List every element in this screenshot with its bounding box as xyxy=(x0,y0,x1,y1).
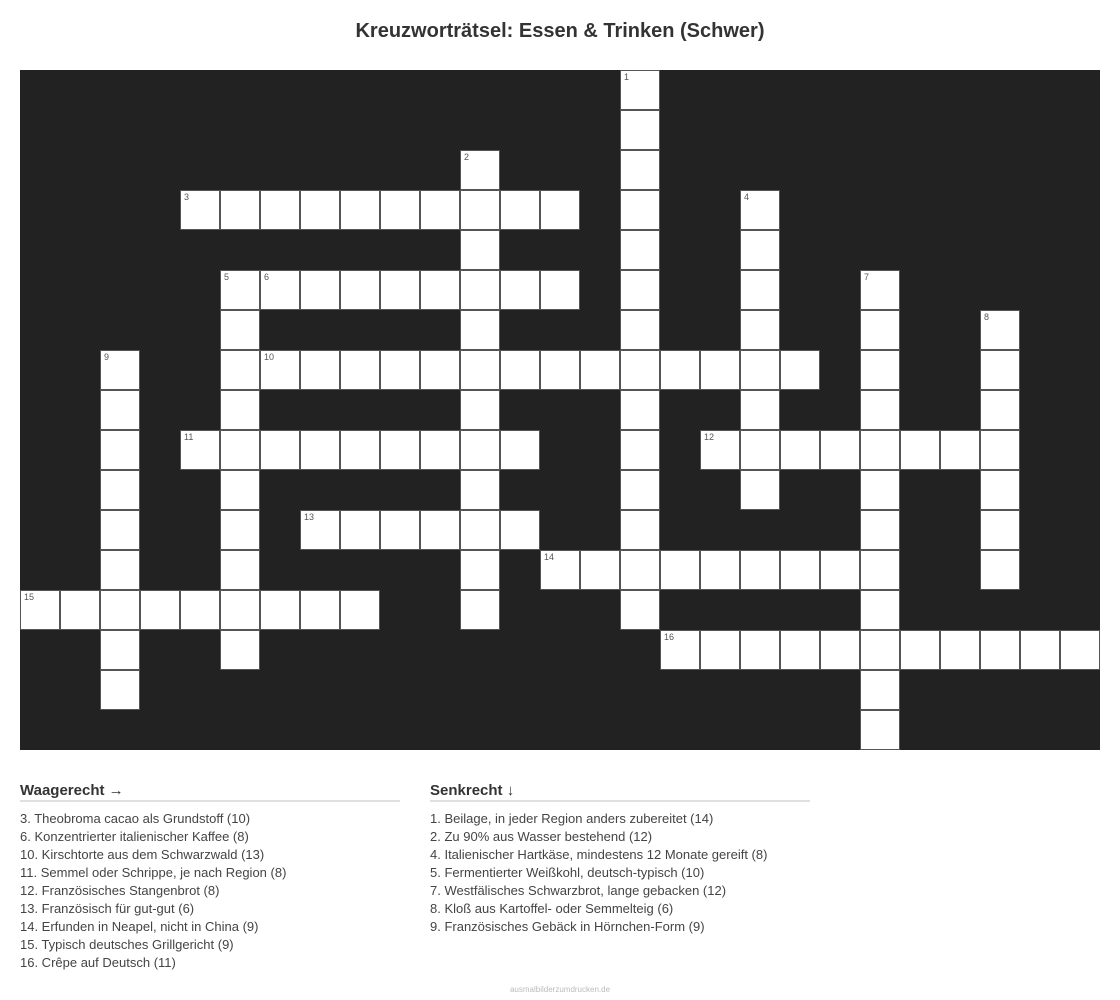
down-clues xyxy=(430,782,810,936)
grid-cell[interactable] xyxy=(860,670,900,710)
across-clue: 12. Französisches Stangenbrot (8) xyxy=(20,883,220,898)
grid-cell[interactable] xyxy=(340,350,380,390)
grid-cell[interactable] xyxy=(420,510,460,550)
grid-cell[interactable] xyxy=(340,190,380,230)
grid-cell[interactable] xyxy=(980,510,1020,550)
grid-cell[interactable] xyxy=(220,270,260,310)
across-clue: 14. Erfunden in Neapel, nicht in China (9) xyxy=(20,919,259,934)
grid-cell[interactable] xyxy=(620,350,660,390)
across-clue: 16. Crêpe auf Deutsch (11) xyxy=(20,955,176,970)
grid-cell[interactable] xyxy=(940,630,980,670)
grid-cell[interactable] xyxy=(780,630,820,670)
grid-cell[interactable] xyxy=(180,190,220,230)
grid-cell[interactable] xyxy=(460,190,500,230)
cell-number: 10 xyxy=(264,352,275,362)
grid-cell[interactable] xyxy=(700,630,740,670)
grid-cell[interactable] xyxy=(980,630,1020,670)
grid-cell[interactable] xyxy=(460,510,500,550)
grid-cell[interactable] xyxy=(660,630,700,670)
grid-cell[interactable] xyxy=(460,390,500,430)
grid-cell[interactable] xyxy=(420,190,460,230)
grid-cell[interactable] xyxy=(860,430,900,470)
grid-cell[interactable] xyxy=(860,710,900,750)
grid-cell[interactable] xyxy=(300,590,340,630)
grid-cell[interactable] xyxy=(460,310,500,350)
grid-cell[interactable] xyxy=(780,550,820,590)
grid-cell[interactable] xyxy=(820,630,860,670)
grid-cell[interactable] xyxy=(180,430,220,470)
down-heading: Senkrecht ↓ xyxy=(430,782,810,802)
grid-cell[interactable] xyxy=(300,190,340,230)
grid-cell[interactable] xyxy=(660,350,700,390)
grid-cell[interactable] xyxy=(260,190,300,230)
grid-cell[interactable] xyxy=(260,590,300,630)
grid-cell[interactable] xyxy=(180,590,220,630)
grid-cell[interactable] xyxy=(780,430,820,470)
cell-number: 3 xyxy=(184,192,190,202)
grid-cell[interactable] xyxy=(860,350,900,390)
grid-cell[interactable] xyxy=(340,510,380,550)
cell-number: 14 xyxy=(544,552,555,562)
grid-cell[interactable] xyxy=(100,630,140,670)
grid-cell[interactable] xyxy=(140,590,180,630)
grid-cell[interactable] xyxy=(860,390,900,430)
cell-number: 15 xyxy=(24,592,35,602)
grid-cell[interactable] xyxy=(380,510,420,550)
grid-cell[interactable] xyxy=(700,430,740,470)
down-clue: 7. Westfälisches Schwarzbrot, lange gebacken (12) xyxy=(430,883,727,898)
grid-cell[interactable] xyxy=(860,310,900,350)
grid-cell[interactable] xyxy=(620,550,660,590)
grid-cell[interactable] xyxy=(620,470,660,510)
across-clue: 3. Theobroma cacao als Grundstoff (10) xyxy=(20,811,251,826)
grid-cell[interactable] xyxy=(420,350,460,390)
grid-cell[interactable] xyxy=(620,310,660,350)
grid-cell[interactable] xyxy=(700,350,740,390)
across-clue: 6. Konzentrierter italienischer Kaffee (8) xyxy=(20,829,249,844)
cell-number: 8 xyxy=(984,312,990,322)
cell-number: 4 xyxy=(744,192,750,202)
grid-cell[interactable] xyxy=(220,390,260,430)
grid-cell[interactable] xyxy=(740,310,780,350)
grid-cell[interactable] xyxy=(100,670,140,710)
grid-cell[interactable] xyxy=(1020,630,1060,670)
grid-cell[interactable] xyxy=(540,550,580,590)
down-clue: 1. Beilage, in jeder Region anders zubereitet (14) xyxy=(430,811,714,826)
grid-cell[interactable] xyxy=(380,190,420,230)
grid-cell[interactable] xyxy=(340,270,380,310)
grid-cell[interactable] xyxy=(260,430,300,470)
grid-cell[interactable] xyxy=(300,510,340,550)
grid-cell[interactable] xyxy=(340,430,380,470)
grid-cell[interactable] xyxy=(220,350,260,390)
grid-cell[interactable] xyxy=(620,70,660,110)
grid-cell[interactable] xyxy=(860,590,900,630)
grid-cell[interactable] xyxy=(380,430,420,470)
grid-cell[interactable] xyxy=(620,430,660,470)
grid-cell[interactable] xyxy=(700,550,740,590)
cell-number: 6 xyxy=(264,272,270,282)
grid-cell[interactable] xyxy=(460,150,500,190)
grid-cell[interactable] xyxy=(460,550,500,590)
grid-cell[interactable] xyxy=(860,510,900,550)
grid-cell[interactable] xyxy=(980,470,1020,510)
grid-cell[interactable] xyxy=(540,350,580,390)
grid-cell[interactable] xyxy=(860,630,900,670)
grid-cell[interactable] xyxy=(220,590,260,630)
grid-cell[interactable] xyxy=(500,350,540,390)
grid-cell[interactable] xyxy=(660,550,700,590)
grid-cell[interactable] xyxy=(260,270,300,310)
grid-cell[interactable] xyxy=(940,430,980,470)
grid-cell[interactable] xyxy=(100,510,140,550)
grid-cell[interactable] xyxy=(740,350,780,390)
grid-cell[interactable] xyxy=(460,430,500,470)
grid-cell[interactable] xyxy=(460,350,500,390)
grid-cell[interactable] xyxy=(620,190,660,230)
down-clue: 9. Französisches Gebäck in Hörnchen-Form (9) xyxy=(430,919,705,934)
grid-cell[interactable] xyxy=(860,470,900,510)
grid-cell[interactable] xyxy=(980,350,1020,390)
grid-cell[interactable] xyxy=(980,550,1020,590)
grid-cell[interactable] xyxy=(220,430,260,470)
grid-cell[interactable] xyxy=(740,630,780,670)
grid-cell[interactable] xyxy=(740,550,780,590)
down-clue: 5. Fermentierter Weißkohl, deutsch-typisch (10) xyxy=(430,865,705,880)
grid-cell[interactable] xyxy=(900,430,940,470)
across-clue: 15. Typisch deutsches Grillgericht (9) xyxy=(20,937,234,952)
grid-cell[interactable] xyxy=(740,190,780,230)
grid-cell[interactable] xyxy=(460,590,500,630)
across-clue-list xyxy=(20,810,400,972)
down-clue-list xyxy=(430,810,810,936)
cell-number: 7 xyxy=(864,272,870,282)
grid-cell[interactable] xyxy=(460,230,500,270)
grid-cell[interactable] xyxy=(220,550,260,590)
grid-cell[interactable] xyxy=(300,350,340,390)
grid-cell[interactable] xyxy=(100,350,140,390)
grid-cell[interactable] xyxy=(620,390,660,430)
across-heading: Waagerecht → xyxy=(20,782,400,802)
grid-cell[interactable] xyxy=(860,270,900,310)
crossword-grid xyxy=(20,70,1100,750)
grid-cell[interactable] xyxy=(380,270,420,310)
grid-cell[interactable] xyxy=(620,590,660,630)
grid-cell[interactable] xyxy=(220,190,260,230)
grid-cell[interactable] xyxy=(420,430,460,470)
grid-cell[interactable] xyxy=(740,470,780,510)
grid-cell[interactable] xyxy=(20,590,60,630)
grid-cell[interactable] xyxy=(500,510,540,550)
cell-number: 1 xyxy=(624,72,630,82)
grid-cell[interactable] xyxy=(500,430,540,470)
across-clues xyxy=(20,782,400,972)
grid-cell[interactable] xyxy=(740,390,780,430)
grid-cell[interactable] xyxy=(980,390,1020,430)
grid-cell[interactable] xyxy=(540,270,580,310)
cell-number: 16 xyxy=(664,632,675,642)
grid-cell[interactable] xyxy=(220,310,260,350)
grid-cell[interactable] xyxy=(220,470,260,510)
grid-cell[interactable] xyxy=(100,390,140,430)
page-title: Kreuzworträtsel: Essen & Trinken (Schwer) xyxy=(355,20,765,42)
grid-cell[interactable] xyxy=(100,550,140,590)
grid-cell[interactable] xyxy=(380,350,420,390)
footer-credit: ausmalbilderzumdrucken.de xyxy=(509,985,611,994)
grid-cell[interactable] xyxy=(260,350,300,390)
grid-cell[interactable] xyxy=(740,430,780,470)
grid-cell[interactable] xyxy=(300,430,340,470)
grid-cell[interactable] xyxy=(100,470,140,510)
grid-cell[interactable] xyxy=(620,150,660,190)
down-clue: 2. Zu 90% aus Wasser bestehend (12) xyxy=(430,829,653,844)
grid-cell[interactable] xyxy=(820,550,860,590)
grid-cell[interactable] xyxy=(60,590,100,630)
down-clue: 8. Kloß aus Kartoffel- oder Semmelteig (6) xyxy=(430,901,674,916)
grid-cell[interactable] xyxy=(500,270,540,310)
grid-cell[interactable] xyxy=(580,550,620,590)
across-clue: 10. Kirschtorte aus dem Schwarzwald (13) xyxy=(20,847,265,862)
grid-cell[interactable] xyxy=(420,270,460,310)
cell-number: 11 xyxy=(184,432,194,442)
grid-cell[interactable] xyxy=(980,310,1020,350)
across-clue: 11. Semmel oder Schrippe, je nach Region (8) xyxy=(20,865,287,880)
cell-number: 5 xyxy=(224,272,230,282)
grid-cell[interactable] xyxy=(860,550,900,590)
grid-cell[interactable] xyxy=(580,350,620,390)
grid-cell[interactable] xyxy=(500,190,540,230)
cell-number: 12 xyxy=(704,432,715,442)
cell-number: 13 xyxy=(304,512,315,522)
grid-cell[interactable] xyxy=(460,270,500,310)
grid-cell[interactable] xyxy=(780,350,820,390)
grid-cell[interactable] xyxy=(900,630,940,670)
grid-cell[interactable] xyxy=(820,430,860,470)
grid-cell[interactable] xyxy=(540,190,580,230)
across-clue: 13. Französisch für gut-gut (6) xyxy=(20,901,195,916)
grid-cell[interactable] xyxy=(220,630,260,670)
grid-cell[interactable] xyxy=(340,590,380,630)
grid-cell[interactable] xyxy=(620,230,660,270)
grid-cell[interactable] xyxy=(100,430,140,470)
grid-cell[interactable] xyxy=(620,270,660,310)
grid-cell[interactable] xyxy=(620,110,660,150)
grid-cell[interactable] xyxy=(460,470,500,510)
grid-cell[interactable] xyxy=(220,510,260,550)
cell-number: 9 xyxy=(104,352,110,362)
grid-cell[interactable] xyxy=(300,270,340,310)
grid-cell[interactable] xyxy=(100,590,140,630)
grid-cell[interactable] xyxy=(1060,630,1100,670)
grid-cell[interactable] xyxy=(620,510,660,550)
down-clue: 4. Italienischer Hartkäse, mindestens 12 Monate gereift (8) xyxy=(430,847,768,862)
grid-cell[interactable] xyxy=(980,430,1020,470)
grid-cell[interactable] xyxy=(740,230,780,270)
grid-cell[interactable] xyxy=(740,270,780,310)
cell-number: 2 xyxy=(464,152,470,162)
